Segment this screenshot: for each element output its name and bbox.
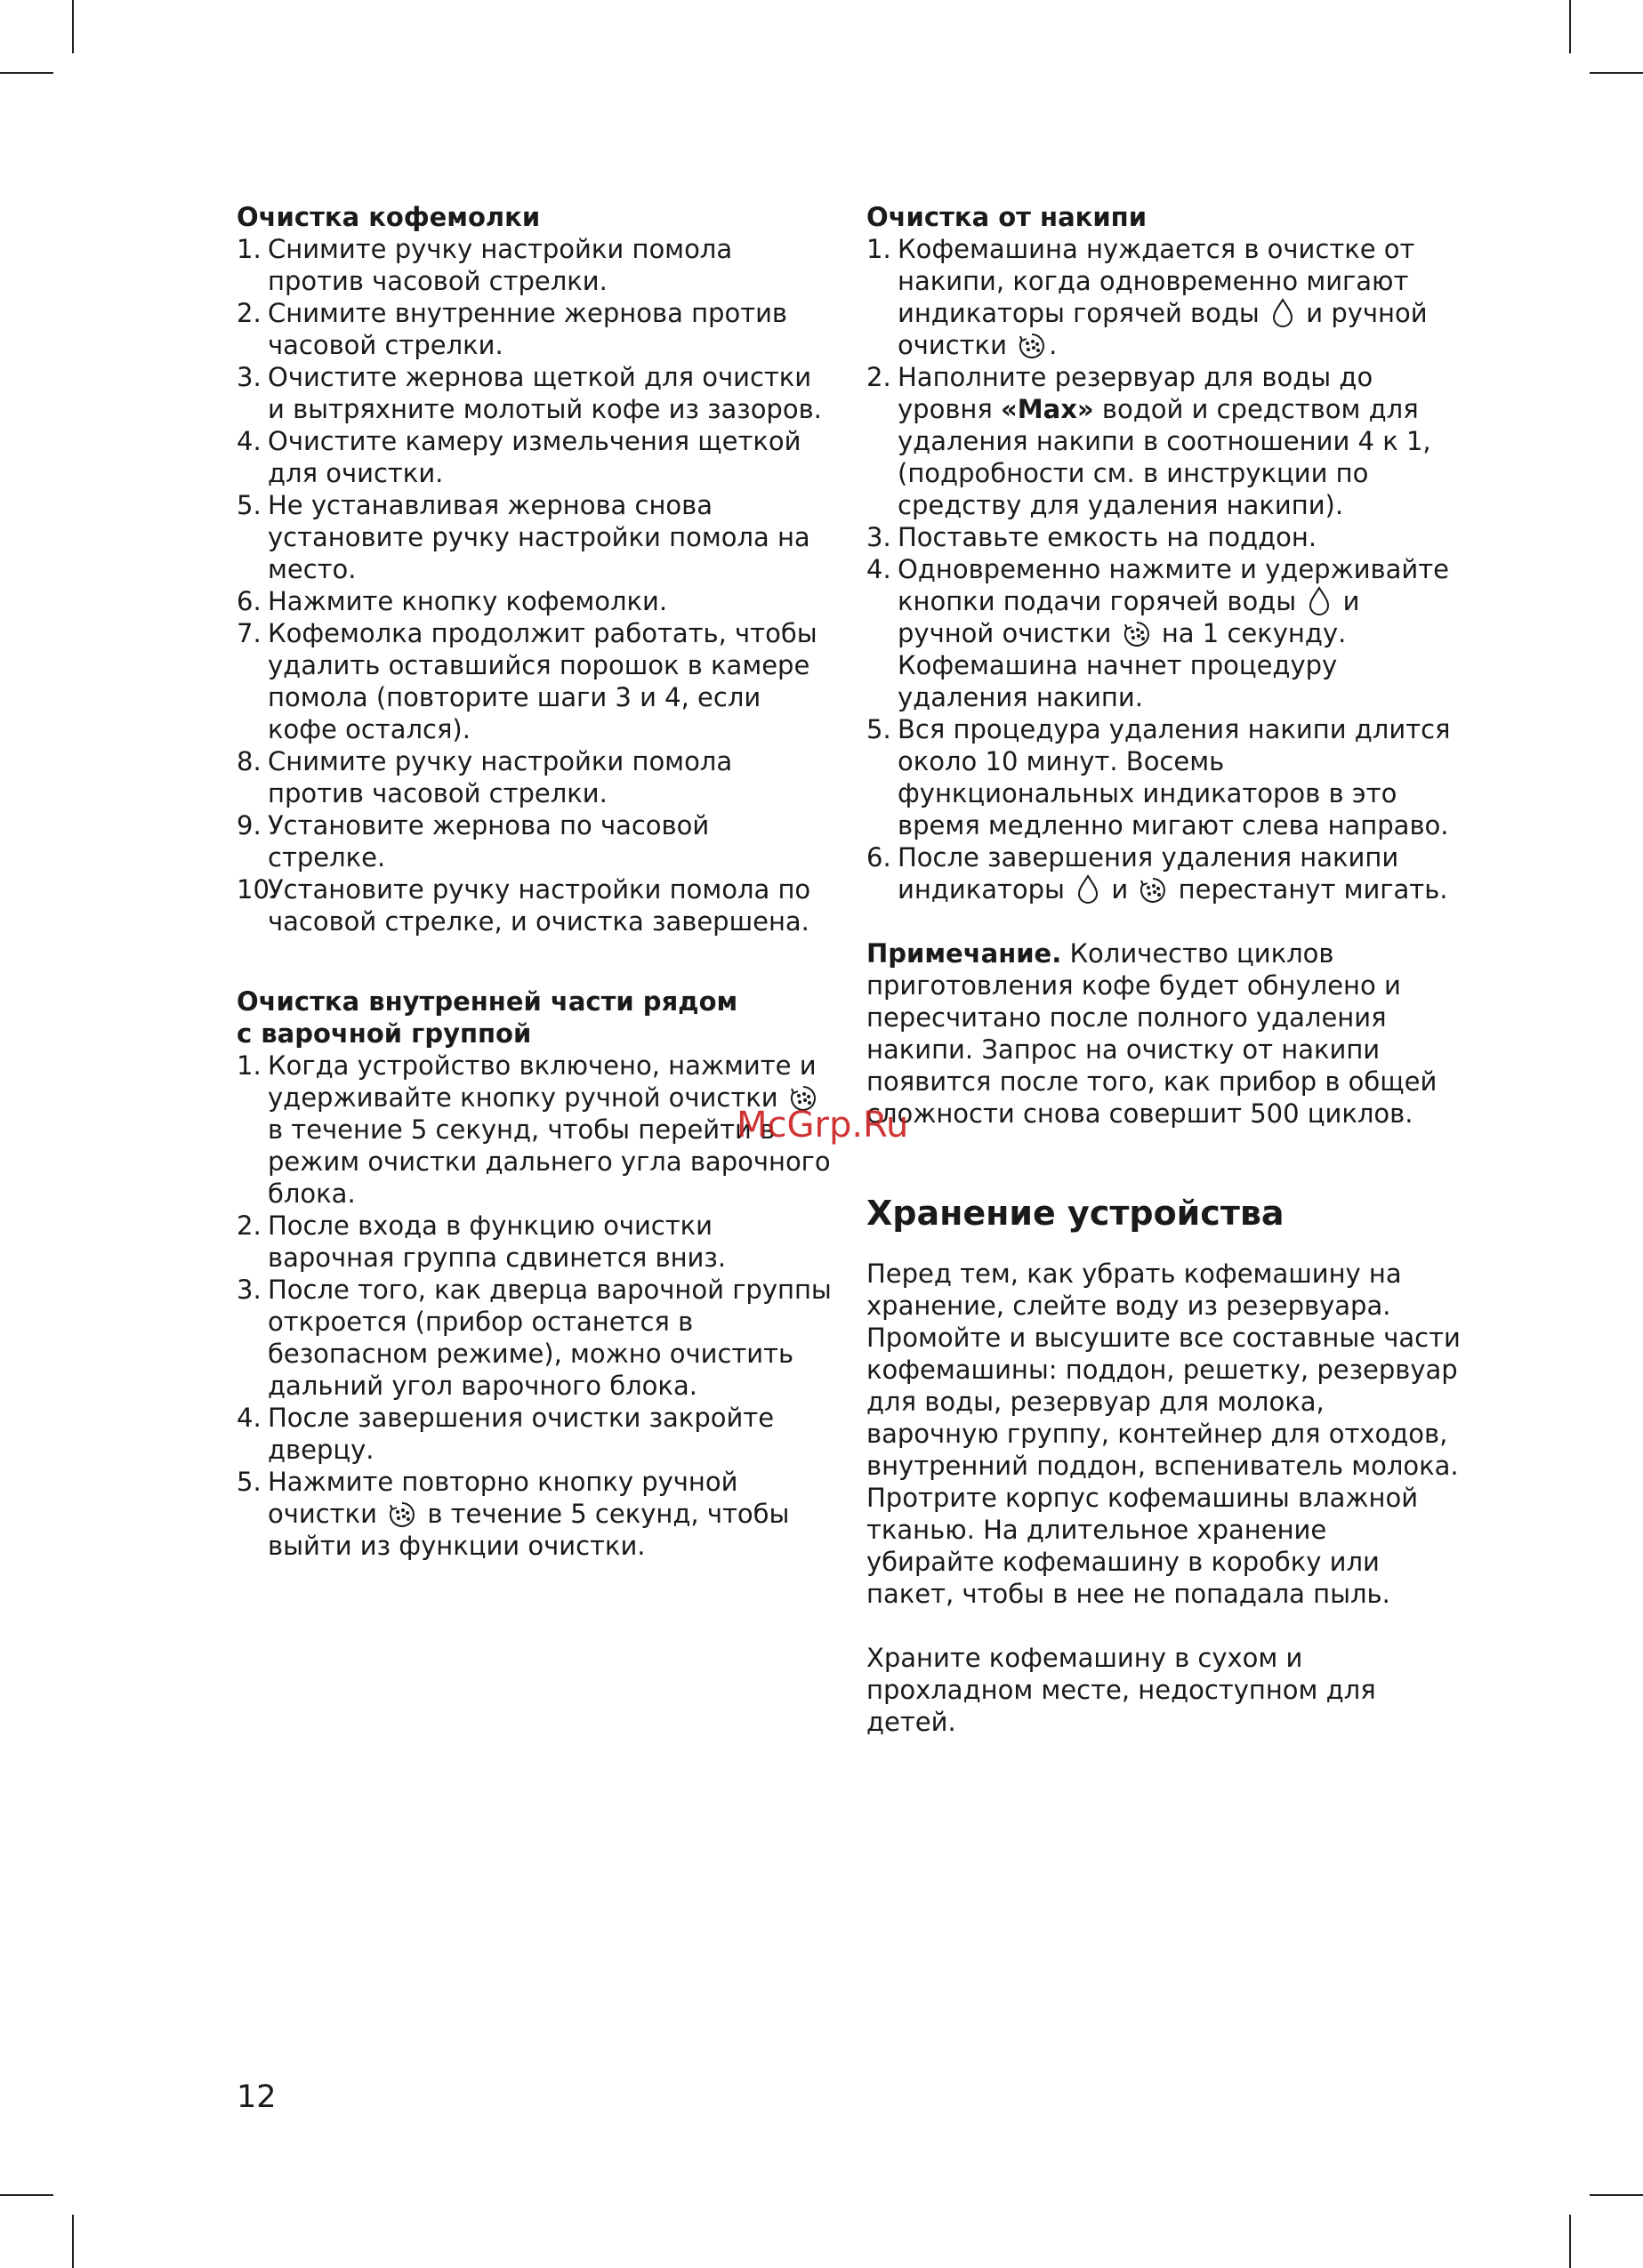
descaling-steps	[866, 233, 1462, 905]
list-item: 4. Очистите камеру измельчения щеткой для очистки.	[237, 426, 801, 488]
list-item: 1. Снимите ручку настройки помола против часовой стрелки.	[237, 234, 733, 296]
water-drop-icon	[1075, 874, 1100, 905]
note-label: Примечание.	[866, 938, 1062, 969]
left-column	[237, 201, 833, 1562]
note-paragraph: Примечание. Количество циклов приготовления кофе будет обнулено и пересчитано после полного удаления накипи. Запрос на очистку от накипи появится после того, как прибор в общей сложности снова совершит 500 циклов.	[866, 938, 1438, 1129]
storage-paragraph: Перед тем, как убрать кофемашину на хранение, слейте воду из резервуара. Промойте и высушите все составные части кофемашины: поддон, решетку, резервуар для воды, резервуар для молока, варочную группу, контейнер для отходов, внутренний поддон, вспениватель молока. Протрите корпус кофемашины влажной тканью. На длительное хранение убирайте кофемашину в коробку или пакет, чтобы в нее не попадала пыль.	[866, 1259, 1461, 1609]
list-item: 2. Снимите внутренние жернова против часовой стрелки.	[237, 298, 788, 360]
list-item: 3. После того, как дверца варочной группы откроется (прибор останется в безопасном режиме), можно очистить дальний угол варочного блока.	[237, 1275, 832, 1401]
list-item: 3. Очистите жернова щеткой для очистки и вытряхните молотый кофе из зазоров.	[237, 362, 822, 424]
manual-cleaning-icon	[1139, 876, 1167, 905]
watermark: McGrp.Ru	[737, 1105, 909, 1146]
manual-cleaning-icon	[1018, 332, 1046, 360]
crop-mark	[1569, 0, 1571, 53]
grinder-cleaning-steps	[237, 233, 833, 937]
list-item: 3. Поставьте емкость на поддон.	[866, 522, 1317, 552]
list-item: 7. Кофемолка продолжит работать, чтобы удалить оставшийся порошок в камере помола (повторите шаги 3 и 4, если кофе остался).	[237, 618, 817, 744]
storage-heading: Хранение устройства	[866, 1194, 1285, 1233]
manual-cleaning-icon	[1123, 620, 1151, 648]
section-heading-brew-group-cleaning: Очистка внутренней части рядом с варочной группой	[237, 986, 738, 1049]
crop-mark	[1569, 2215, 1571, 2268]
crop-mark	[0, 2194, 53, 2196]
list-item: 8. Снимите ручку настройки помола против часовой стрелки.	[237, 746, 733, 808]
list-item: 2. Наполните резервуар для воды до уровня «Max» водой и средством для удаления накипи в соотношении 4 к 1, (подробности см. в инструкции по средству для удаления накипи).	[866, 362, 1431, 520]
list-item: 5. Не устанавливая жернова снова установите ручку настройки помола на место.	[237, 490, 810, 584]
list-item: 1. Когда устройство включено, нажмите и удерживайте кнопку ручной очистки в течение 5 секунд, чтобы перейти в режим очистки дальнего угла варочного блока.	[237, 1050, 831, 1209]
list-item: 2. После входа в функцию очистки варочная группа сдвинется вниз.	[237, 1210, 727, 1273]
crop-mark	[1590, 2194, 1643, 2196]
crop-mark	[72, 0, 74, 53]
list-item: 1. Кофемашина нуждается в очистке от накипи, когда одновременно мигают индикаторы горячей воды и ручной очистки .	[866, 234, 1428, 360]
list-item: 4. Одновременно нажмите и удерживайте кнопки подачи горячей воды и ручной очистки на 1 секунду. Кофемашина начнет процедуру удаления накипи.	[866, 554, 1450, 712]
page-number: 12	[237, 2079, 277, 2115]
section-heading-descaling: Очистка от накипи	[866, 202, 1148, 232]
water-drop-icon	[1307, 586, 1332, 616]
list-item: 10. Установите ручку настройки помола по часовой стрелке, и очистка завершена.	[237, 874, 811, 937]
storage-paragraph: Храните кофемашину в сухом и прохладном месте, недоступном для детей.	[866, 1643, 1376, 1737]
manual-cleaning-icon	[388, 1500, 416, 1529]
crop-mark	[0, 72, 53, 74]
list-item: 5. Вся процедура удаления накипи длится около 10 минут. Восемь функциональных индикаторов в это время медленно мигают слева направо.	[866, 714, 1451, 840]
list-item: 6. Нажмите кнопку кофемолки.	[237, 586, 668, 616]
right-column	[866, 201, 1462, 1738]
section-heading-grinder-cleaning: Очистка кофемолки	[237, 202, 541, 232]
list-item: 4. После завершения очистки закройте дверцу.	[237, 1403, 775, 1465]
list-item: 9. Установите жернова по часовой стрелке.	[237, 810, 710, 873]
crop-mark	[72, 2215, 74, 2268]
crop-mark	[1590, 72, 1643, 74]
list-item: 6. После завершения удаления накипи индикаторы и перестанут мигать.	[866, 842, 1448, 905]
list-item: 5. Нажмите повторно кнопку ручной очистки в течение 5 секунд, чтобы выйти из функции очистки.	[237, 1467, 790, 1561]
water-drop-icon	[1270, 298, 1295, 328]
